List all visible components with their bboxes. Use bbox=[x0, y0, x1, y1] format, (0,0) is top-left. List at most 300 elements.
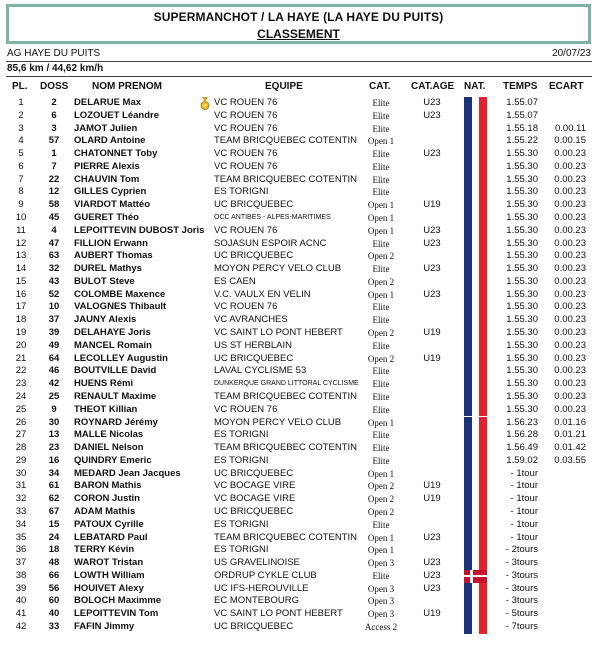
time-cell: 1.56.49 bbox=[506, 442, 538, 454]
category-cell: Elite bbox=[372, 110, 390, 121]
rider-name-cell: LEPOITTEVIN Tom bbox=[74, 608, 159, 620]
bib-cell: 63 bbox=[48, 250, 60, 262]
france-flag-icon bbox=[464, 327, 487, 340]
team-cell: TEAM BRICQUEBEC COTENTIN bbox=[214, 390, 358, 402]
bib-cell: 49 bbox=[48, 339, 60, 351]
category-cell: Elite bbox=[372, 430, 390, 441]
gap-cell: 0.00.23 bbox=[554, 173, 586, 185]
time-cell: 1.55.30 bbox=[506, 314, 538, 326]
category-cell: Open 3 bbox=[367, 596, 395, 607]
time-cell: 1.55.18 bbox=[506, 122, 538, 134]
category-cell: Elite bbox=[372, 366, 390, 377]
team-cell: V.C. VAULX EN VELIN bbox=[214, 288, 311, 300]
category-cell: Elite bbox=[372, 315, 390, 326]
time-cell: 1.55.30 bbox=[506, 275, 538, 287]
rider-name-cell: BARON Mathis bbox=[74, 480, 142, 492]
category-cell: Open 3 bbox=[367, 558, 395, 569]
france-flag-icon bbox=[464, 583, 487, 596]
table-row bbox=[0, 327, 600, 340]
category-cell: Elite bbox=[372, 302, 390, 313]
rider-name-cell: DANIEL Nelson bbox=[74, 442, 144, 454]
time-cell: 1.55.07 bbox=[506, 109, 538, 121]
rider-name-cell: VALOGNES Thibault bbox=[74, 301, 167, 313]
rider-name-cell: JAMOT Julien bbox=[74, 122, 138, 134]
category-cell: Elite bbox=[372, 443, 390, 454]
time-cell: 1.56.28 bbox=[506, 429, 538, 441]
organizer: AG HAYE DU PUITS bbox=[7, 48, 101, 59]
rider-name-cell: LEBATARD Paul bbox=[74, 531, 148, 543]
rank-cell: 42 bbox=[15, 620, 27, 632]
bib-cell: 15 bbox=[48, 518, 60, 530]
france-flag-icon bbox=[464, 404, 487, 417]
bib-cell: 42 bbox=[48, 378, 60, 390]
table-row bbox=[0, 442, 600, 455]
gap-cell: 0.01.42 bbox=[554, 442, 586, 454]
rank-cell: 41 bbox=[15, 608, 27, 620]
table-row bbox=[0, 621, 600, 634]
rider-name-cell: LOWTH William bbox=[74, 569, 145, 581]
time-cell: 1.55.30 bbox=[506, 378, 538, 390]
category-cell: Open 1 bbox=[367, 213, 395, 224]
bib-cell: 32 bbox=[48, 263, 60, 275]
age-category-cell: U19 bbox=[423, 327, 441, 339]
category-cell: Elite bbox=[372, 238, 390, 249]
team-cell: VC BOCAGE VIRE bbox=[214, 480, 296, 492]
category-cell: Open 1 bbox=[367, 532, 395, 543]
col-pl: PL. bbox=[12, 81, 28, 92]
rank-cell: 35 bbox=[15, 531, 27, 543]
rank-cell: 5 bbox=[18, 148, 24, 160]
bib-cell: 13 bbox=[48, 429, 60, 441]
rank-cell: 17 bbox=[15, 301, 27, 313]
france-flag-icon bbox=[464, 429, 487, 442]
category-cell: Elite bbox=[372, 161, 390, 172]
france-flag-icon bbox=[464, 123, 487, 136]
rank-cell: 40 bbox=[15, 595, 27, 607]
rank-cell: 34 bbox=[15, 518, 27, 530]
table-row bbox=[0, 506, 600, 519]
rider-name-cell: OLARD Antoine bbox=[74, 135, 146, 147]
category-cell: Open 2 bbox=[367, 506, 395, 517]
rank-cell: 6 bbox=[18, 160, 24, 172]
france-flag-icon bbox=[464, 608, 487, 621]
rank-cell: 24 bbox=[15, 390, 27, 402]
team-cell: LAVAL CYCLISME 53 bbox=[214, 365, 307, 377]
bib-cell: 34 bbox=[48, 467, 60, 479]
team-cell: UC BRICQUEBEC bbox=[214, 620, 294, 632]
rider-name-cell: LOZOUET Léandre bbox=[74, 109, 159, 121]
rider-name-cell: ADAM Mathis bbox=[74, 505, 136, 517]
team-cell: ES TORIGNI bbox=[214, 518, 269, 530]
team-cell: VC SAINT LO PONT HEBERT bbox=[214, 327, 343, 339]
bib-cell: 57 bbox=[48, 135, 60, 147]
time-cell: - 3tours bbox=[505, 569, 538, 581]
france-flag-icon bbox=[464, 276, 487, 289]
bib-cell: 22 bbox=[48, 173, 60, 185]
bib-cell: 40 bbox=[48, 608, 60, 620]
france-flag-icon bbox=[464, 557, 487, 570]
rank-cell: 3 bbox=[18, 122, 24, 134]
bib-cell: 4 bbox=[51, 224, 57, 236]
table-row bbox=[0, 110, 600, 123]
france-flag-icon bbox=[464, 391, 487, 404]
bib-cell: 16 bbox=[48, 454, 60, 466]
time-cell: 1.55.30 bbox=[506, 250, 538, 262]
team-cell: VC SAINT LO PONT HEBERT bbox=[214, 608, 343, 620]
time-cell: 1.55.30 bbox=[506, 199, 538, 211]
rank-cell: 14 bbox=[15, 263, 27, 275]
rider-name-cell: MANCEL Romain bbox=[74, 339, 152, 351]
col-temps: TEMPS bbox=[503, 81, 538, 92]
rider-name-cell: GILLES Cyprien bbox=[74, 186, 147, 198]
category-cell: Elite bbox=[372, 123, 390, 134]
age-category-cell: U23 bbox=[423, 237, 441, 249]
rider-name-cell: FILLION Erwann bbox=[74, 237, 148, 249]
age-category-cell: U23 bbox=[423, 582, 441, 594]
bib-cell: 33 bbox=[48, 620, 60, 632]
table-row bbox=[0, 378, 600, 391]
rank-cell: 31 bbox=[15, 480, 27, 492]
rank-cell: 22 bbox=[15, 365, 27, 377]
category-cell: Open 2 bbox=[367, 328, 395, 339]
rank-cell: 36 bbox=[15, 544, 27, 556]
table-row bbox=[0, 289, 600, 302]
team-cell: VC ROUEN 76 bbox=[214, 403, 278, 415]
col-nom: NOM PRENOM bbox=[92, 81, 162, 92]
table-row bbox=[0, 365, 600, 378]
gold-medal-icon bbox=[199, 97, 211, 110]
time-cell: 1.55.30 bbox=[506, 212, 538, 224]
rank-cell: 28 bbox=[15, 442, 27, 454]
team-cell: EC MONTEBOURG bbox=[214, 595, 299, 607]
team-cell: UC BRICQUEBEC bbox=[214, 250, 294, 262]
table-row bbox=[0, 544, 600, 557]
rider-name-cell: PATOUX Cyrille bbox=[74, 518, 144, 530]
bib-cell: 9 bbox=[51, 403, 57, 415]
france-flag-icon bbox=[464, 455, 487, 468]
team-cell: TEAM BRICQUEBEC COTENTIN bbox=[214, 173, 358, 185]
time-cell: - 1tour bbox=[510, 480, 538, 492]
table-row bbox=[0, 404, 600, 417]
time-cell: 1.55.30 bbox=[506, 301, 538, 313]
age-category-cell: U23 bbox=[423, 148, 441, 160]
france-flag-icon bbox=[464, 621, 487, 634]
time-cell: 1.55.30 bbox=[506, 327, 538, 339]
rider-name-cell: RENAULT Maxime bbox=[74, 390, 157, 402]
rank-cell: 18 bbox=[15, 314, 27, 326]
team-cell: US ST HERBLAIN bbox=[214, 339, 292, 351]
col-equipe: EQUIPE bbox=[265, 81, 303, 92]
rank-cell: 38 bbox=[15, 569, 27, 581]
gap-cell: 0.00.23 bbox=[554, 186, 586, 198]
time-cell: 1.55.30 bbox=[506, 352, 538, 364]
rider-name-cell: HUENS Rémi bbox=[74, 378, 134, 390]
age-category-cell: U19 bbox=[423, 480, 441, 492]
table-row bbox=[0, 212, 600, 225]
team-cell: MOYON PERCY VELO CLUB bbox=[214, 263, 342, 275]
team-cell: ES CAEN bbox=[214, 275, 256, 287]
france-flag-icon bbox=[464, 353, 487, 366]
team-cell: UC BRICQUEBEC bbox=[214, 352, 294, 364]
table-row bbox=[0, 97, 600, 110]
rider-name-cell: COLOMBE Maxence bbox=[74, 288, 166, 300]
rider-name-cell: GUERET Théo bbox=[74, 212, 139, 224]
table-row bbox=[0, 468, 600, 481]
gap-cell: 0.00.23 bbox=[554, 314, 586, 326]
time-cell: 1.55.30 bbox=[506, 173, 538, 185]
table-row bbox=[0, 608, 600, 621]
rider-name-cell: THEOT Killian bbox=[74, 403, 138, 415]
rank-cell: 25 bbox=[15, 403, 27, 415]
team-cell: VC ROUEN 76 bbox=[214, 301, 278, 313]
table-row bbox=[0, 595, 600, 608]
time-cell: 1.55.30 bbox=[506, 390, 538, 402]
france-flag-icon bbox=[464, 532, 487, 545]
category-cell: Open 1 bbox=[367, 289, 395, 300]
category-cell: Elite bbox=[372, 340, 390, 351]
gap-cell: 0.00.23 bbox=[554, 212, 586, 224]
team-cell: VC ROUEN 76 bbox=[214, 97, 278, 108]
time-cell: 1.56.23 bbox=[506, 416, 538, 428]
france-flag-icon bbox=[464, 544, 487, 557]
category-cell: Open 1 bbox=[367, 200, 395, 211]
team-cell: UC BRICQUEBEC bbox=[214, 467, 294, 479]
age-category-cell: U23 bbox=[423, 288, 441, 300]
team-cell: ES TORIGNI bbox=[214, 544, 269, 556]
table-row bbox=[0, 174, 600, 187]
france-flag-icon bbox=[464, 161, 487, 174]
time-cell: 1.55.30 bbox=[506, 160, 538, 172]
category-cell: Open 1 bbox=[367, 136, 395, 147]
rider-name-cell: BULOT Steve bbox=[74, 275, 135, 287]
bib-cell: 52 bbox=[48, 288, 60, 300]
table-row bbox=[0, 314, 600, 327]
col-cat: CAT. bbox=[369, 81, 391, 92]
time-cell: - 3tours bbox=[505, 557, 538, 569]
bib-cell: 39 bbox=[48, 327, 60, 339]
gap-cell: 0.00.23 bbox=[554, 352, 586, 364]
meta-row bbox=[7, 47, 591, 61]
team-cell: DUNKERQUE GRAND LITTORAL CYCLISME bbox=[214, 380, 359, 388]
gap-cell: 0.01.16 bbox=[554, 416, 586, 428]
rank-cell: 27 bbox=[15, 429, 27, 441]
table-row bbox=[0, 570, 600, 583]
france-flag-icon bbox=[464, 212, 487, 225]
team-cell: VC ROUEN 76 bbox=[214, 224, 278, 236]
distance-speed: 85,6 km / 44,62 km/h bbox=[7, 63, 104, 74]
rank-cell: 37 bbox=[15, 557, 27, 569]
bib-cell: 48 bbox=[48, 557, 60, 569]
gap-cell: 0.00.23 bbox=[554, 160, 586, 172]
time-cell: 1.55.30 bbox=[506, 224, 538, 236]
bib-cell: 23 bbox=[48, 442, 60, 454]
rank-cell: 26 bbox=[15, 416, 27, 428]
bib-cell: 7 bbox=[51, 160, 57, 172]
bib-cell: 43 bbox=[48, 275, 60, 287]
rider-name-cell: DELARUE Max bbox=[74, 97, 142, 108]
time-cell: 1.59.02 bbox=[506, 454, 538, 466]
team-cell: ORDRUP CYKLE CLUB bbox=[214, 569, 317, 581]
rider-name-cell: CORON Justin bbox=[74, 493, 140, 505]
team-cell: VC BOCAGE VIRE bbox=[214, 493, 296, 505]
category-cell: Elite bbox=[372, 404, 390, 415]
gap-cell: 0.00.23 bbox=[554, 390, 586, 402]
age-category-cell: U19 bbox=[423, 352, 441, 364]
age-category-cell: U19 bbox=[423, 493, 441, 505]
rider-name-cell: BOLOCH Maximme bbox=[74, 595, 162, 607]
time-cell: 1.55.30 bbox=[506, 237, 538, 249]
table-row bbox=[0, 340, 600, 353]
team-cell: ES TORIGNI bbox=[214, 429, 269, 441]
time-cell: - 3tours bbox=[505, 595, 538, 607]
bib-cell: 10 bbox=[48, 301, 60, 313]
table-row bbox=[0, 123, 600, 136]
gap-cell: 0.00.23 bbox=[554, 403, 586, 415]
col-catage: CAT.AGE bbox=[411, 81, 455, 92]
team-cell: UC BRICQUEBEC bbox=[214, 199, 294, 211]
team-cell: VC ROUEN 76 bbox=[214, 122, 278, 134]
table-row bbox=[0, 263, 600, 276]
france-flag-icon bbox=[464, 250, 487, 263]
category-cell: Elite bbox=[372, 391, 390, 402]
classification-subtitle: CLASSEMENT bbox=[257, 27, 340, 41]
team-cell: SOJASUN ESPOIR ACNC bbox=[214, 237, 327, 249]
team-cell: MOYON PERCY VELO CLUB bbox=[214, 416, 342, 428]
category-cell: Open 2 bbox=[367, 481, 395, 492]
rank-cell: 11 bbox=[16, 224, 26, 236]
bib-cell: 1 bbox=[51, 148, 57, 160]
france-flag-icon bbox=[464, 417, 487, 430]
divider bbox=[6, 76, 592, 77]
gap-cell: 0.00.23 bbox=[554, 327, 586, 339]
rank-cell: 19 bbox=[15, 327, 27, 339]
rider-name-cell: JAUNY Alexis bbox=[74, 314, 137, 326]
rider-name-cell: TERRY Kévin bbox=[74, 544, 135, 556]
bib-cell: 61 bbox=[48, 480, 60, 492]
team-cell: TEAM BRICQUEBEC COTENTIN bbox=[214, 531, 358, 543]
france-flag-icon bbox=[464, 519, 487, 532]
rank-cell: 32 bbox=[15, 493, 27, 505]
time-cell: 1.55.30 bbox=[506, 186, 538, 198]
table-row bbox=[0, 480, 600, 493]
france-flag-icon bbox=[464, 174, 487, 187]
rank-cell: 2 bbox=[18, 109, 24, 121]
france-flag-icon bbox=[464, 289, 487, 302]
team-cell: US GRAVELINOISE bbox=[214, 557, 300, 569]
france-flag-icon bbox=[464, 365, 487, 378]
time-cell: 1.55.22 bbox=[506, 135, 538, 147]
table-row bbox=[0, 391, 600, 404]
bib-cell: 62 bbox=[48, 493, 60, 505]
bib-cell: 56 bbox=[48, 582, 60, 594]
age-category-cell: U23 bbox=[423, 97, 441, 108]
rider-name-cell: DELAHAYE Joris bbox=[74, 327, 151, 339]
category-cell: Elite bbox=[372, 174, 390, 185]
table-row bbox=[0, 135, 600, 148]
france-flag-icon bbox=[464, 340, 487, 353]
table-row bbox=[0, 250, 600, 263]
category-cell: Elite bbox=[372, 149, 390, 160]
age-category-cell: U23 bbox=[423, 263, 441, 275]
table-row bbox=[0, 519, 600, 532]
france-flag-icon bbox=[464, 225, 487, 238]
france-flag-icon bbox=[464, 442, 487, 455]
rider-name-cell: MALLE Nicolas bbox=[74, 429, 144, 441]
rank-cell: 29 bbox=[15, 454, 27, 466]
rider-name-cell: ROYNARD Jérémy bbox=[74, 416, 158, 428]
age-category-cell: U23 bbox=[423, 109, 441, 121]
time-cell: - 1tour bbox=[510, 505, 538, 517]
age-category-cell: U19 bbox=[423, 199, 441, 211]
gap-cell: 0.00.23 bbox=[554, 224, 586, 236]
category-cell: Open 2 bbox=[367, 494, 395, 505]
team-cell: TEAM BRICQUEBEC COTENTIN bbox=[214, 442, 358, 454]
france-flag-icon bbox=[464, 110, 487, 123]
france-flag-icon bbox=[464, 506, 487, 519]
table-row bbox=[0, 583, 600, 596]
rider-name-cell: LECOLLEY Augustin bbox=[74, 352, 168, 364]
bib-cell: 67 bbox=[48, 505, 60, 517]
col-doss: DOSS bbox=[40, 81, 69, 92]
time-cell: 1.55.30 bbox=[506, 148, 538, 160]
france-flag-icon bbox=[464, 301, 487, 314]
rider-name-cell: MEDARD Jean Jacques bbox=[74, 467, 181, 479]
rank-cell: 15 bbox=[15, 275, 27, 287]
france-flag-icon bbox=[464, 186, 487, 199]
gap-cell: 0.00.23 bbox=[554, 378, 586, 390]
team-cell: UC IFS-HEROUVILLE bbox=[214, 582, 309, 594]
rank-cell: 23 bbox=[15, 378, 27, 390]
rank-cell: 13 bbox=[15, 250, 27, 262]
rider-name-cell: DUREL Mathys bbox=[74, 263, 142, 275]
gap-cell: 0.00.23 bbox=[554, 301, 586, 313]
category-cell: Elite bbox=[372, 455, 390, 466]
race-date: 20/07/23 bbox=[552, 48, 591, 59]
team-cell: VC ROUEN 76 bbox=[214, 160, 278, 172]
category-cell: Elite bbox=[372, 519, 390, 530]
rank-cell: 8 bbox=[18, 186, 24, 198]
rider-name-cell: AUBERT Thomas bbox=[74, 250, 153, 262]
bib-cell: 30 bbox=[48, 416, 60, 428]
gap-cell: 0.00.23 bbox=[554, 288, 586, 300]
france-flag-icon bbox=[464, 97, 487, 110]
rank-cell: 21 bbox=[15, 352, 27, 364]
gap-cell: 0.00.23 bbox=[554, 148, 586, 160]
rank-cell: 10 bbox=[15, 212, 27, 224]
gap-cell: 0.00.11 bbox=[555, 122, 586, 134]
bib-cell: 58 bbox=[48, 199, 60, 211]
bib-cell: 24 bbox=[48, 531, 60, 543]
rank-cell: 7 bbox=[18, 173, 24, 185]
table-row bbox=[0, 276, 600, 289]
france-flag-icon bbox=[464, 595, 487, 608]
team-cell: VC ROUEN 76 bbox=[214, 109, 278, 121]
rider-name-cell: BOUTVILLE David bbox=[74, 365, 157, 377]
bib-cell: 46 bbox=[48, 365, 60, 377]
france-flag-icon bbox=[464, 493, 487, 506]
header-box bbox=[6, 4, 591, 44]
gap-cell: 0.00.23 bbox=[554, 263, 586, 275]
rank-cell: 4 bbox=[18, 135, 24, 147]
rider-name-cell: HOUIVET Alexy bbox=[74, 582, 144, 594]
col-nat: NAT. bbox=[464, 81, 486, 92]
category-cell: Access 2 bbox=[364, 621, 398, 632]
rank-cell: 9 bbox=[18, 199, 24, 211]
category-cell: Elite bbox=[372, 570, 390, 581]
category-cell: Open 2 bbox=[367, 251, 395, 262]
table-row bbox=[0, 148, 600, 161]
table-row bbox=[0, 353, 600, 366]
